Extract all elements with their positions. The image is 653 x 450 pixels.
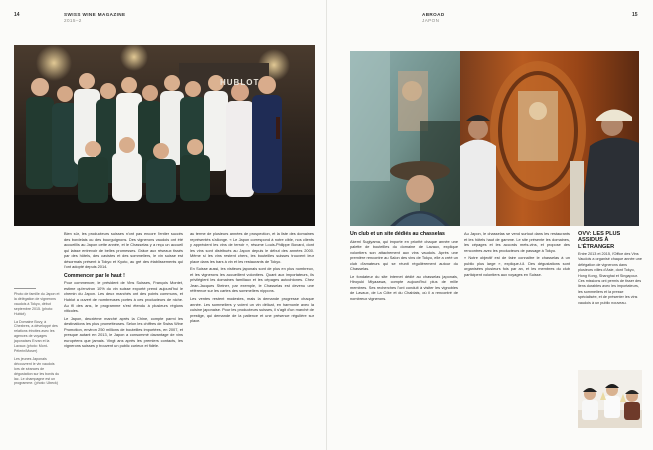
running-header [64,12,125,23]
caption-domaine: La Domaine Bovy, à Chexbres, a développé des relations étroites avec les agences de voyages japonaises Ervan et la Lavaux (photo: Mont-Pèlerin/Moser) [14,319,58,353]
section-subtitle: JAPON [422,17,440,23]
cellar-photo [460,51,639,226]
caption-rule [14,288,36,289]
woman-photo [350,51,463,226]
paragraph: Le fondateur du site internet dédié au chasselas japonais, Hiroyuki Miyazawa, compte aujourd'hui plus de mille membres. Ses recherches l'ont conduit à visiter les vignobles de Lavaux, de La Côte et du Chablais, où il a rencontré de nombreux vignerons. [350,273,458,301]
paragraph: Pour commencer, le président de Vins Suisses, François Montet, estime qu'environ 10% du vin suisse exporté prend aujourd'hui le chemin du Japon. Les deux marchés ont des points communs, et Hublot a ouvert de nombreuses portes à ces producteurs de niche. Au fil des ans, le programme s'est étendu à plusieurs régions viticoles. [64,280,183,314]
magazine-title: SWISS WINE MAGAZINE [64,12,126,17]
caption-young-japanese: Les jeunes Japonais découvrent le vin vaudois lors de séances de dégustation sur les bords du lac. Le champagne est un programme. (photo: Ubeck) [14,356,60,386]
article-column-1 [64,231,183,351]
paragraph: Le Japon, deuxième marché après la Chine, compte parmi les destinations les plus prometteuses. Selon les chiffres de Swiss Wine Promotion, environ 250 millions de bouteilles importées, en 2007, et presque autant en 2013, le Japon a consommé davantage de vins européens que jamais. Vingt ans après les premiers contacts, les vignerons suisses y trouvent un public curieux et fidèle. [64,315,183,349]
caption-group-photo: Photo de famille du Japon et la délégation de vignerons vaudois à Tokyo, début septembre 2015. (photo: Hublot) [14,292,60,316]
section-title: ABROAD [422,12,445,17]
page-number: 14 [14,12,20,18]
paragraph: « Notre objectif est de faire connaître le chasselas à un public plus large », explique-t-il. Des dégustations sont organisées plusieurs fois par an, et les membres du club participent volontiers aux voyages en Suisse. [464,255,570,277]
paragraph: Les ventes restent modestes, mais la demande progresse chaque année. Les sommeliers y voient un vin délicat, en harmonie avec la cuisine japonaise. Pour les producteurs suisses, il s'agit d'un marché de prestige, qui demande de la patience et une présence régulière sur place. [190,296,314,324]
paragraph: au terme de plusieurs années de prospection, et la liste des domaines représentés s'allonge. « Le Japon correspond à notre cible, nos clients y apprécient les vins de terroir », résume Louis-Philippe Bovard, dont les vins sont distribués au Japon depuis le début des années 2000. Même si les vins restent chers, les bouteilles suisses trouvent leur place dans les bars à vin et les restaurants de Tokyo. [190,231,314,264]
hublot-logo: HUBLOT [220,78,260,87]
paragraph: Au Japon, le chasselas se vend surtout dans les restaurants et les hôtels haut de gamme. Le site présente les domaines, les cépages et les accords mets-vins, et propose des rencontres avec les producteurs de passage à Tokyo. [464,231,570,253]
group-photo [14,45,315,226]
article-column-2 [464,231,570,279]
photo-captions [14,288,60,389]
subheading: Un club et un site dédiés au chasselas [350,231,445,237]
section-header [422,12,445,23]
subheading: Commencer par le haut ! [64,272,125,279]
issue-label: 2015–2 [64,17,82,23]
article-column-2 [190,231,314,326]
sidebar-box-text: Entre 2013 et 2015, l'Office des Vins Vaudois a organisé chaque année une délégation de vignerons dans plusieurs villes d'Asie, dont Tokyo, Hong Kong, Shanghai et Singapour. Ces missions ont permis de tisser des liens durables avec les importateurs, les sommeliers et la presse spécialisée, et de présenter les vins vaudois à un public nouveau. [578,252,642,305]
left-page [0,0,326,450]
tasting-photo [578,370,642,428]
right-page [327,0,653,450]
page-number: 15 [632,12,638,18]
paragraph: Akemi Sugiyama, qui importe en priorité chaque année une palette de bouteilles du domaine de Lavaux, explique volontiers son attachement aux vins vaudois. Après une première rencontre au Salon des vins de Tokyo, elle a créé un club d'amateurs qui se réunit régulièrement autour du Chasselas. [350,238,458,272]
paragraph: En Suisse aussi, les visiteurs japonais sont de plus en plus nombreux, et les vignerons les accueillent volontiers. Quant aux importateurs, ils privilégient les domaines familiaux et les cépages autochtones. Chez Jean-Jacques Steiner, par exemple, le Chasselas est devenu une référence sur les cartes des sommeliers nippons. [190,266,314,294]
article-column-1 [350,231,458,304]
paragraph: Bien sûr, les producteurs suisses n'ont pas encore l'entier succès des bordelais ou des bourguignons. Des vignerons vaudois ont été accueillis au Japon cette année, et le Chasselas y a reçu un accueil qui laisse entrevoir de belles promesses. Grâce aux réseaux tissés par des hôtels, des cavistes et des sommeliers, le vin suisse est désormais présent à Tokyo et Kyoto, au gré des établissements qui l'ont adopté depuis 2014. [64,231,183,270]
sidebar-box-title: OVV: LES PLUS ASSIDUS À L'ÉTRANGER [578,231,621,250]
